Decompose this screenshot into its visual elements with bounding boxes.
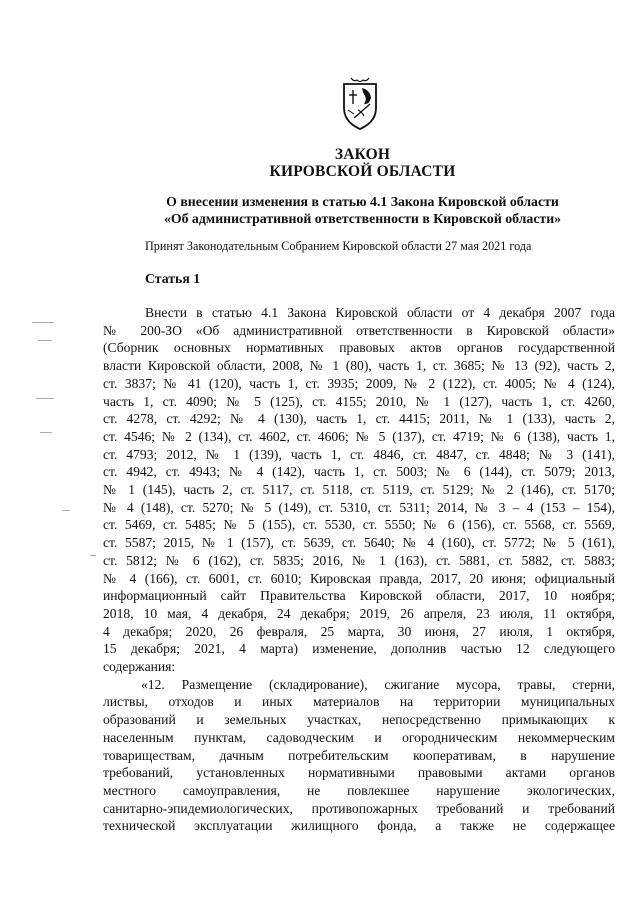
paragraph-1-line: ст. 4546; № 2 (134), ст. 4602, ст. 4606; № 5 (137), ст. 4719; № 6 (138), часть 1, [103, 428, 615, 444]
law-title-line-1: ЗАКОН [334, 146, 391, 163]
paragraph-1-line: информационный сайт Правительства Кировской области, 2017, 10 ноября; [103, 588, 615, 604]
paragraph-2-line: «12. Размещение (складирование), сжигание мусора, травы, стерни, [141, 676, 615, 692]
scan-artifact [32, 322, 54, 323]
paragraph-2-line: санитарно-эпидемиологических, противопожарных требований и требований [103, 800, 615, 816]
paragraph-2-line: местного самоуправления, не повлекшее нарушение экологических, [103, 782, 615, 798]
paragraph-2-line: требований, установленных нормативными правовыми актами органов [103, 765, 615, 781]
paragraph-2-line: листвы, отходов и иных материалов на территории муниципальных [103, 694, 615, 710]
scan-artifact [38, 340, 52, 341]
article-heading: Статья 1 [145, 271, 201, 286]
paragraph-1-line: содержания: [103, 659, 176, 675]
paragraph-1-line: ст. 5812; № 6 (162), ст. 5835; 2016, № 1 (163), ст. 5881, ст. 5882, ст. 5883; [103, 552, 615, 568]
paragraph-1-line: ст. 5587; 2015, № 1 (157), ст. 5639, ст. 5640; № 4 (160), ст. 5772; № 5 (161), [103, 535, 615, 551]
law-subtitle-line-2: «Об административной ответственности в Кировской области» [163, 211, 562, 226]
paragraph-1-line: ст. 4942, ст. 4943; № 4 (142), часть 1, ст. 5003; № 6 (144), ст. 5079; 2013, [103, 464, 615, 480]
paragraph-1-line: Внести в статью 4.1 Закона Кировской области от 4 декабря 2007 года [145, 305, 615, 320]
paragraph-1-line: 15 декабря; 2021, 4 марта) изменение, дополнив частью 12 следующего [103, 641, 615, 657]
law-title-line-2: КИРОВСКОЙ ОБЛАСТИ [269, 163, 456, 180]
kirov-coat-of-arms-icon [340, 74, 380, 132]
scan-artifact [90, 555, 96, 556]
paragraph-1-line: ст. 5469, ст. 5485; № 5 (155), ст. 5530, ст. 5550; № 6 (156), ст. 5568, ст. 5569, [103, 517, 615, 533]
scan-artifact [40, 432, 52, 433]
scan-artifact [36, 398, 54, 399]
paragraph-1-line: ст. 4793; 2012, № 1 (139), часть 1, ст. 4846, ст. 4847, ст. 4848; № 3 (141), [103, 446, 615, 462]
paragraph-1-line: 2018, 10 мая, 4 декабря, 24 декабря; 2019, 26 апреля, 23 июля, 11 октября, [103, 605, 615, 621]
paragraph-1-line: № 4 (166), ст. 6001, ст. 6010; Кировская правда, 2017, 20 июня; официальный [103, 570, 615, 586]
adoption-note: Принят Законодательным Собранием Кировской области 27 мая 2021 года [145, 239, 532, 253]
law-subtitle [0, 193, 640, 227]
scan-artifact [62, 510, 70, 511]
paragraph-1-line: ст. 3837; № 41 (120), часть 1, ст. 3935; 2009, № 2 (122), ст. 4005; № 4 (124), [103, 375, 615, 391]
paragraph-2-line: товариществам, дачным потребительским кооперативам, в нарушение [103, 747, 615, 763]
paragraph-1-line: № 200-ЗО «Об административной ответственности в Кировской области» [103, 322, 615, 338]
law-subtitle-line-1: О внесении изменения в статью 4.1 Закона Кировской области [166, 194, 559, 209]
paragraph-2-line: образований и земельных участках, непосредственно примыкающих к [103, 712, 615, 728]
paragraph-1-line: власти Кировской области, 2008, № 1 (80), часть 1, ст. 3685; № 13 (92), часть 2, [103, 358, 615, 374]
paragraph-1-line: № 1 (145), часть 2, ст. 5117, ст. 5118, ст. 5119, ст. 5129; № 2 (146), ст. 5170; [103, 482, 615, 498]
paragraph-1-line: № 4 (148), ст. 5270; № 5 (149), ст. 5310, ст. 5311; 2014, № 3 – 4 (153 – 154), [103, 499, 615, 515]
paragraph-1-line: 4 декабря; 2020, 26 февраля, 25 марта, 30 июня, 27 июля, 1 октября, [103, 623, 615, 639]
paragraph-2-line: населенным пунктам, садоводческим и огородническим некоммерческим [103, 729, 615, 745]
paragraph-1-line: часть 1, ст. 4090; № 5 (125), ст. 4155; 2010, № 1 (127), часть 1, ст. 4260, [103, 393, 615, 409]
paragraph-1-line: ст. 4278, ст. 4292; № 4 (130), часть 1, ст. 4415; 2011, № 1 (133), часть 2, [103, 411, 615, 427]
paragraph-1-line: (Сборник основных нормативных правовых актов органов государственной [103, 340, 615, 356]
paragraph-2-line: технической эксплуатации жилищного фонда, а также не содержащее [103, 818, 615, 834]
article-body [103, 304, 615, 835]
